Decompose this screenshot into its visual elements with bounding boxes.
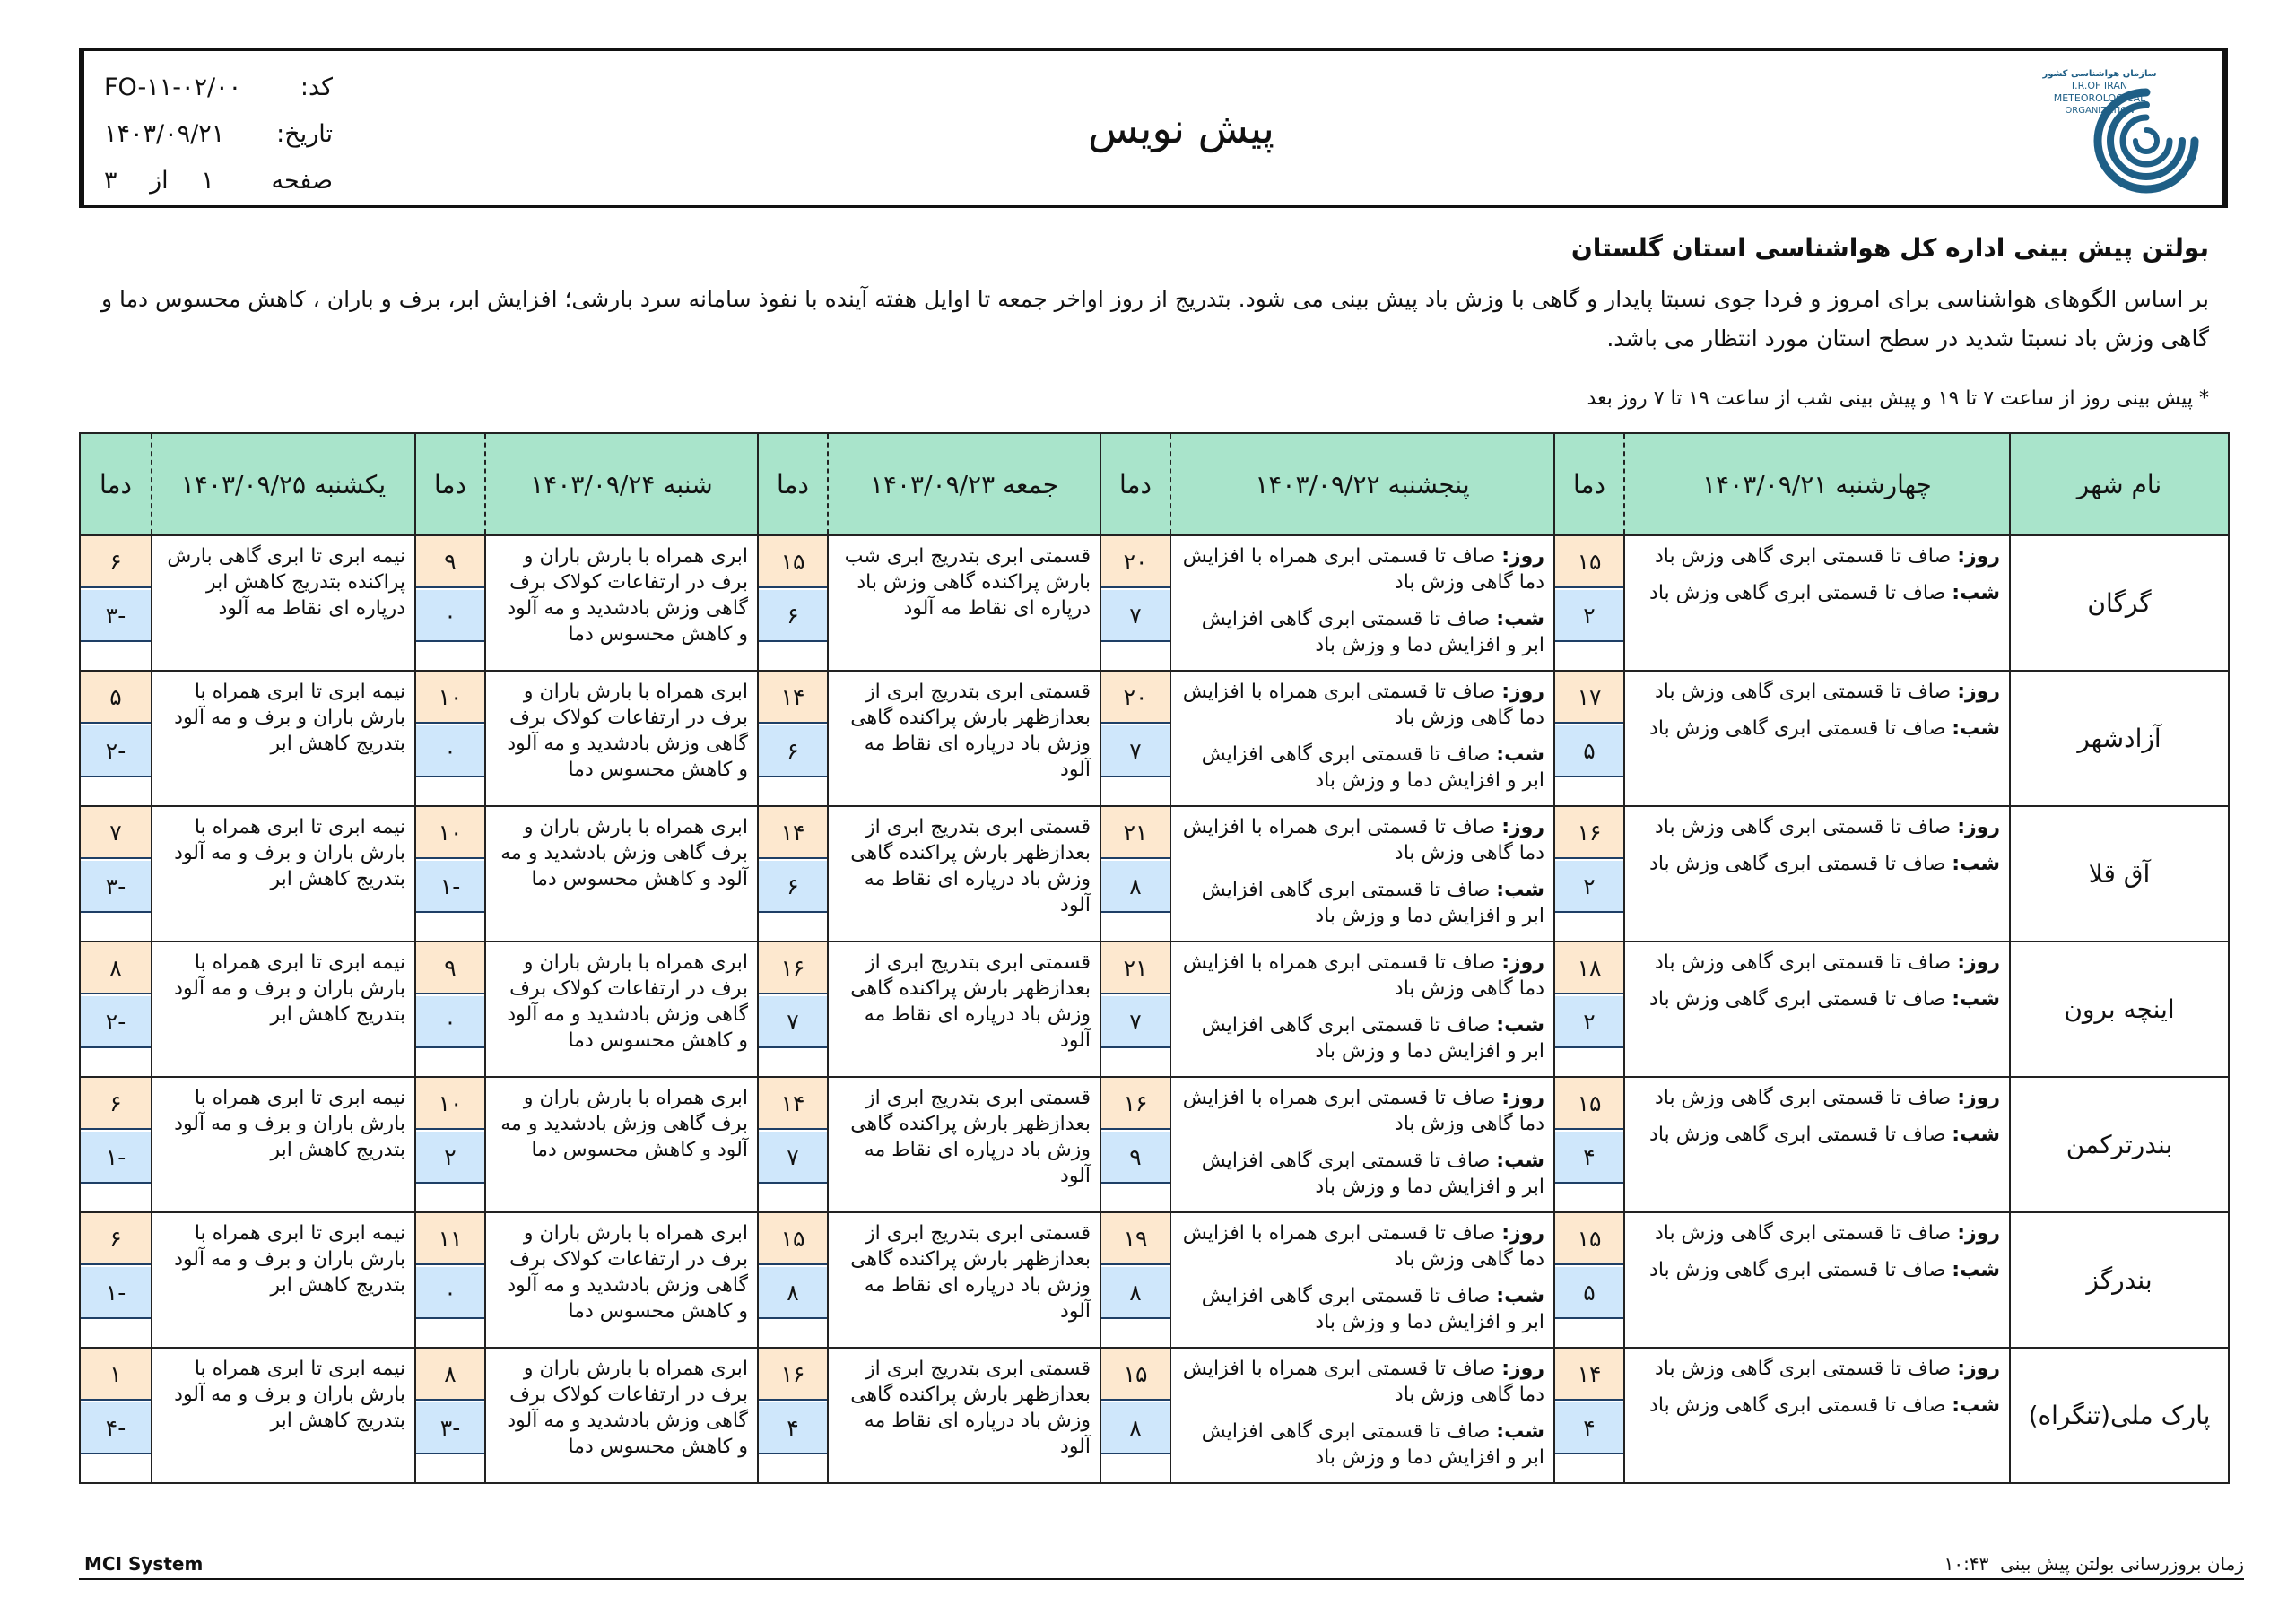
max-temp: ۱۰ [416, 672, 484, 724]
night-label: شب: [1496, 1285, 1544, 1307]
logo-emblem-icon [2010, 51, 2225, 205]
temperature-cell [415, 1348, 485, 1483]
city-name: آزادشهر [2010, 671, 2229, 806]
max-temp: ۱۰ [416, 1078, 484, 1130]
day-forecast-text: صاف تا قسمتی ابری گاهی وزش باد [1654, 1358, 1952, 1380]
night-forecast-text: صاف تا قسمتی ابری گاهی وزش باد [1649, 853, 1946, 875]
min-temp: -۳ [416, 1402, 484, 1454]
date-value: ۱۴۰۳/۰۹/۲۱ [104, 119, 225, 148]
table-row [80, 1077, 2229, 1212]
day-label: روز: [1957, 816, 2000, 838]
temperature-cell [1554, 806, 1624, 942]
forecast-table [79, 432, 2230, 1484]
night-forecast-text: صاف تا قسمتی ابری گاهی افزایش ابر و افزایش دما و وزش باد [1201, 879, 1544, 927]
city-name: اینچه برون [2010, 942, 2229, 1077]
temperature-cell [1100, 535, 1170, 671]
min-temp: ۲ [416, 1132, 484, 1184]
day-forecast-text: صاف تا قسمتی ابری گاهی وزش باد [1654, 816, 1952, 838]
max-temp: ۱۵ [759, 1213, 827, 1265]
min-temp: ۲ [1555, 861, 1623, 913]
max-temp: ۲۱ [1101, 942, 1170, 994]
max-temp: ۱۶ [759, 1349, 827, 1401]
temp-header-3: دما [758, 433, 828, 535]
night-label: شب: [1952, 1394, 2000, 1417]
day-forecast-text: صاف تا قسمتی ابری همراه با افزایش دما گاهی وزش باد [1182, 1358, 1544, 1406]
day-header-2: پنجشنبه ۱۴۰۳/۰۹/۲۲ [1170, 433, 1554, 535]
night-label: شب: [1496, 1150, 1544, 1172]
forecast-text: نیمه ابری تا ابری همراه با بارش باران و برف و مه آلود بتدریج کاهش ابر [152, 942, 415, 1077]
temperature-cell [1100, 942, 1170, 1077]
night-forecast [1180, 742, 1544, 794]
night-forecast-text: صاف تا قسمتی ابری گاهی افزایش ابر و افزایش دما و وزش باد [1201, 1014, 1544, 1063]
footer-divider [79, 1578, 2244, 1580]
forecast-text: ابری همراه با بارش باران و برف در ارتفاعات کولاک برف گاهی وزش بادشدید و مه آلود و کاهش محسوس دما [485, 535, 758, 671]
forecast-text: نیمه ابری تا ابری همراه با بارش باران و برف و مه آلود بتدریج کاهش ابر [152, 806, 415, 942]
min-temp: ۰ [416, 1267, 484, 1319]
logo-name-en-1: I.R.OF IRAN [2071, 80, 2128, 91]
code-value: FO-۱۱-۰۲/۰۰ [104, 73, 242, 101]
page-total: ۳ [104, 166, 117, 195]
temperature-cell [80, 671, 152, 806]
min-temp: -۱ [81, 1132, 151, 1184]
day-label: روز: [1957, 1222, 2000, 1245]
night-forecast [1634, 1122, 2000, 1148]
night-label: شب: [1496, 879, 1544, 901]
max-temp: ۱۴ [759, 807, 827, 859]
temperature-cell [1554, 671, 1624, 806]
forecast-text [1170, 1348, 1554, 1483]
table-row [80, 1348, 2229, 1483]
temperature-cell [415, 535, 485, 671]
forecast-text: ابری همراه با بارش باران و برف گاهی وزش بادشدید و مه آلود و کاهش محسوس دما [485, 1077, 758, 1212]
night-forecast [1180, 877, 1544, 929]
min-temp: -۴ [81, 1402, 151, 1454]
meteorological-organization-logo [2010, 51, 2225, 205]
temperature-cell [415, 1077, 485, 1212]
forecast-text [1170, 806, 1554, 942]
min-temp: ۸ [759, 1267, 827, 1319]
forecast-text [1624, 942, 2010, 1077]
day-forecast [1634, 950, 2000, 976]
night-label: شب: [1952, 1259, 2000, 1281]
forecast-text: ابری همراه با بارش باران و برف در ارتفاعات کولاک برف گاهی وزش بادشدید و مه آلود و کاهش محسوس دما [485, 942, 758, 1077]
min-temp: ۷ [759, 996, 827, 1048]
night-label: شب: [1496, 608, 1544, 630]
day-forecast-text: صاف تا قسمتی ابری گاهی وزش باد [1654, 1222, 1952, 1245]
temperature-cell [80, 806, 152, 942]
min-temp: ۴ [1555, 1402, 1623, 1454]
temperature-cell [1100, 806, 1170, 942]
day-label: روز: [1957, 951, 2000, 974]
day-forecast-text: صاف تا قسمتی ابری همراه با افزایش دما گاهی وزش باد [1182, 681, 1544, 729]
forecast-text: نیمه ابری تا ابری همراه با بارش باران و برف و مه آلود بتدریج کاهش ابر [152, 1348, 415, 1483]
min-temp: ۹ [1101, 1132, 1170, 1184]
max-temp: ۵ [81, 672, 151, 724]
max-temp: ۶ [81, 536, 151, 588]
day-forecast [1634, 1220, 2000, 1246]
temperature-cell [1554, 1212, 1624, 1348]
table-row [80, 1212, 2229, 1348]
table-row [80, 942, 2229, 1077]
forecast-text [1624, 1212, 2010, 1348]
day-label: روز: [1501, 1358, 1544, 1380]
city-name: پارک ملی(تنگراه) [2010, 1348, 2229, 1483]
day-label: روز: [1957, 1358, 2000, 1380]
night-forecast-text: صاف تا قسمتی ابری گاهی افزایش ابر و افزایش دما و وزش باد [1201, 1150, 1544, 1198]
forecast-text: ابری همراه با بارش باران و برف گاهی وزش بادشدید و مه آلود و کاهش محسوس دما [485, 806, 758, 942]
day-forecast-text: صاف تا قسمتی ابری گاهی وزش باد [1654, 545, 1952, 568]
forecast-text [1170, 535, 1554, 671]
forecast-time-note: * پیش بینی روز از ساعت ۷ تا ۱۹ و پیش بینی شب از ساعت ۱۹ تا ۷ روز بعد [1587, 387, 2209, 410]
city-header: نام شهر [2010, 433, 2229, 535]
footer-update-label: زمان بروزرسانی بولتن پیش بینی [2000, 1553, 2244, 1575]
day-forecast-text: صاف تا قسمتی ابری همراه با افزایش دما گاهی وزش باد [1182, 816, 1544, 864]
temperature-cell [80, 1077, 152, 1212]
forecast-text: ابری همراه با بارش باران و برف در ارتفاعات کولاک برف گاهی وزش بادشدید و مه آلود و کاهش محسوس دما [485, 671, 758, 806]
date-label: تاریخ: [276, 119, 333, 148]
day-forecast [1180, 1356, 1544, 1408]
night-forecast [1634, 1393, 2000, 1419]
night-forecast-text: صاف تا قسمتی ابری گاهی وزش باد [1649, 1394, 1946, 1417]
min-temp: ۲ [1555, 996, 1623, 1048]
day-label: روز: [1501, 681, 1544, 703]
night-forecast [1180, 1148, 1544, 1200]
night-forecast-text: صاف تا قسمتی ابری گاهی وزش باد [1649, 582, 1946, 604]
day-header-4: شنبه ۱۴۰۳/۰۹/۲۴ [485, 433, 758, 535]
day-forecast-text: صاف تا قسمتی ابری گاهی وزش باد [1654, 1087, 1952, 1109]
day-header-3: جمعه ۱۴۰۳/۰۹/۲۳ [828, 433, 1100, 535]
min-temp: ۶ [759, 725, 827, 777]
min-temp: ۸ [1101, 861, 1170, 913]
max-temp: ۱۵ [1101, 1349, 1170, 1401]
forecast-text: قسمتی ابری بتدریج ابری از بعدازظهر بارش پراکنده گاهی وزش باد درپاره ای نقاط مه آلود [828, 1348, 1100, 1483]
min-temp: ۷ [1101, 996, 1170, 1048]
page-number: ۱ [201, 166, 214, 195]
day-forecast [1634, 543, 2000, 569]
city-name: گرگان [2010, 535, 2229, 671]
day-label: روز: [1501, 1222, 1544, 1245]
day-forecast-text: صاف تا قسمتی ابری همراه با افزایش دما گاهی وزش باد [1182, 951, 1544, 1000]
page-title: پیش نویس [1088, 104, 1274, 152]
max-temp: ۷ [81, 807, 151, 859]
logo-name-en-2: METEOROLOGICAL [2053, 92, 2146, 104]
max-temp: ۱۴ [759, 672, 827, 724]
forecast-text: نیمه ابری تا ابری گاهی بارش پراکنده بتدریج کاهش ابر درپاره ای نقاط مه آلود [152, 535, 415, 671]
night-label: شب: [1952, 1124, 2000, 1146]
night-forecast [1180, 1419, 1544, 1471]
temperature-cell [80, 942, 152, 1077]
max-temp: ۱۵ [1555, 536, 1623, 588]
bulletin-title: بولتن پیش بینی اداره کل هواشناسی استان گلستان [1570, 233, 2209, 263]
min-temp: ۶ [759, 590, 827, 642]
day-forecast-text: صاف تا قسمتی ابری همراه با افزایش دما گاهی وزش باد [1182, 1087, 1544, 1135]
min-temp: -۳ [81, 590, 151, 642]
min-temp: -۳ [81, 861, 151, 913]
max-temp: ۹ [416, 942, 484, 994]
forecast-text: ابری همراه با بارش باران و برف در ارتفاعات کولاک برف گاهی وزش بادشدید و مه آلود و کاهش محسوس دما [485, 1212, 758, 1348]
max-temp: ۲۱ [1101, 807, 1170, 859]
temperature-cell [758, 1077, 828, 1212]
code-row [104, 64, 333, 110]
day-forecast [1180, 679, 1544, 731]
night-label: شب: [1496, 1420, 1544, 1443]
forecast-text: نیمه ابری تا ابری همراه با بارش باران و برف و مه آلود بتدریج کاهش ابر [152, 671, 415, 806]
min-temp: ۷ [1101, 590, 1170, 642]
day-header-5: یکشنبه ۱۴۰۳/۰۹/۲۵ [152, 433, 415, 535]
max-temp: ۱۶ [1555, 807, 1623, 859]
night-label: شب: [1952, 582, 2000, 604]
temperature-cell [415, 671, 485, 806]
day-forecast [1180, 1085, 1544, 1137]
max-temp: ۱۷ [1555, 672, 1623, 724]
forecast-description: بر اساس الگوهای هواشناسی برای امروز و فردا جوی نسبتا پایدار و گاهی با وزش باد پیش بینی می شود. بتدریج از روز اواخر جمعه تا اوایل هفته آینده با نفوذ سامانه سرد بارشی؛ افزایش ابر، برف و باران ، کاهش محسوس دما و گاهی وزش باد نسبتا شدید در سطح استان مورد انتظار می باشد. [100, 286, 2209, 352]
temperature-cell [80, 1212, 152, 1348]
day-forecast-text: صاف تا قسمتی ابری همراه با افزایش دما گاهی وزش باد [1182, 545, 1544, 594]
temperature-cell [758, 806, 828, 942]
temp-header-5: دما [80, 433, 152, 535]
min-temp: ۰ [416, 996, 484, 1048]
temperature-cell [1100, 1348, 1170, 1483]
page-label: صفحه [271, 166, 333, 195]
max-temp: ۹ [416, 536, 484, 588]
temp-header-2: دما [1100, 433, 1170, 535]
night-forecast-text: صاف تا قسمتی ابری گاهی افزایش ابر و افزایش دما و وزش باد [1201, 1420, 1544, 1469]
min-temp: ۵ [1555, 725, 1623, 777]
forecast-text [1624, 671, 2010, 806]
temperature-cell [758, 1212, 828, 1348]
min-temp: ۸ [1101, 1267, 1170, 1319]
day-forecast [1634, 1085, 2000, 1111]
night-forecast-text: صاف تا قسمتی ابری گاهی وزش باد [1649, 717, 1946, 740]
night-forecast [1634, 1257, 2000, 1283]
temp-header-4: دما [415, 433, 485, 535]
forecast-text: نیمه ابری تا ابری همراه با بارش باران و برف و مه آلود بتدریج کاهش ابر [152, 1077, 415, 1212]
date-row [104, 110, 333, 157]
night-forecast-text: صاف تا قسمتی ابری گاهی وزش باد [1649, 988, 1946, 1011]
temperature-cell [1100, 1212, 1170, 1348]
forecast-text [1170, 1077, 1554, 1212]
temperature-cell [758, 535, 828, 671]
day-label: روز: [1501, 1087, 1544, 1109]
max-temp: ۱۶ [1101, 1078, 1170, 1130]
temperature-cell [758, 671, 828, 806]
max-temp: ۱۸ [1555, 942, 1623, 994]
forecast-text [1624, 1077, 2010, 1212]
max-temp: ۱۱ [416, 1213, 484, 1265]
night-label: شب: [1496, 743, 1544, 766]
forecast-text: قسمتی ابری بتدریج ابری از بعدازظهر بارش پراکنده گاهی وزش باد درپاره ای نقاط مه آلود [828, 806, 1100, 942]
temperature-cell [758, 1348, 828, 1483]
max-temp: ۱۶ [759, 942, 827, 994]
night-forecast-text: صاف تا قسمتی ابری گاهی افزایش ابر و افزایش دما و وزش باد [1201, 608, 1544, 656]
max-temp: ۱۴ [1555, 1349, 1623, 1401]
min-temp: ۰ [416, 725, 484, 777]
min-temp: ۰ [416, 590, 484, 642]
night-label: شب: [1952, 717, 2000, 740]
night-forecast [1180, 1012, 1544, 1064]
night-forecast [1634, 986, 2000, 1012]
temperature-cell [80, 535, 152, 671]
table-header-row [80, 433, 2229, 535]
temperature-cell [1554, 1348, 1624, 1483]
temperature-cell [1554, 535, 1624, 671]
day-forecast-text: صاف تا قسمتی ابری گاهی وزش باد [1654, 681, 1952, 703]
day-forecast-text: صاف تا قسمتی ابری همراه با افزایش دما گاهی وزش باد [1182, 1222, 1544, 1271]
forecast-text [1170, 942, 1554, 1077]
max-temp: ۱ [81, 1349, 151, 1401]
code-label: کد: [300, 73, 333, 101]
night-forecast-text: صاف تا قسمتی ابری گاهی افزایش ابر و افزایش دما و وزش باد [1201, 1285, 1544, 1333]
max-temp: ۲۰ [1101, 672, 1170, 724]
table-row [80, 535, 2229, 671]
min-temp: ۴ [1555, 1132, 1623, 1184]
night-label: شب: [1952, 853, 2000, 875]
max-temp: ۱۵ [759, 536, 827, 588]
min-temp: -۱ [81, 1267, 151, 1319]
table-row [80, 671, 2229, 806]
day-forecast [1180, 1220, 1544, 1272]
min-temp: ۴ [759, 1402, 827, 1454]
city-name: بندرگز [2010, 1212, 2229, 1348]
day-label: روز: [1501, 951, 1544, 974]
temperature-cell [1554, 942, 1624, 1077]
night-forecast-text: صاف تا قسمتی ابری گاهی وزش باد [1649, 1259, 1946, 1281]
night-label: شب: [1496, 1014, 1544, 1037]
temperature-cell [1100, 671, 1170, 806]
day-forecast [1180, 814, 1544, 866]
city-name: بندرترکمن [2010, 1077, 2229, 1212]
forecast-text [1624, 1348, 2010, 1483]
forecast-text: قسمتی ابری بتدریج ابری از بعدازظهر بارش پراکنده گاهی وزش باد درپاره ای نقاط مه آلود [828, 942, 1100, 1077]
temp-header-1: دما [1554, 433, 1624, 535]
logo-name-en-3: ORGANIZATION [2065, 106, 2135, 116]
day-forecast [1634, 814, 2000, 840]
min-temp: ۷ [1101, 725, 1170, 777]
forecast-text [1624, 806, 2010, 942]
forecast-text: قسمتی ابری بتدریج ابری از بعدازظهر بارش پراکنده گاهی وزش باد درپاره ای نقاط مه آلود [828, 671, 1100, 806]
temperature-cell [758, 942, 828, 1077]
min-temp: ۸ [1101, 1402, 1170, 1454]
max-temp: ۶ [81, 1078, 151, 1130]
min-temp: ۲ [1555, 590, 1623, 642]
forecast-table-body [80, 535, 2229, 1483]
day-label: روز: [1957, 545, 2000, 568]
day-forecast-text: صاف تا قسمتی ابری گاهی وزش باد [1654, 951, 1952, 974]
max-temp: ۱۵ [1555, 1213, 1623, 1265]
forecast-text [1624, 535, 2010, 671]
max-temp: ۱۵ [1555, 1078, 1623, 1130]
night-forecast [1634, 851, 2000, 877]
document-header [79, 48, 2228, 208]
forecast-text: قسمتی ابری بتدریج ابری از بعدازظهر بارش پراکنده گاهی وزش باد درپاره ای نقاط مه آلود [828, 1077, 1100, 1212]
max-temp: ۸ [81, 942, 151, 994]
temperature-cell [415, 806, 485, 942]
max-temp: ۲۰ [1101, 536, 1170, 588]
temperature-cell [415, 1212, 485, 1348]
night-forecast [1634, 716, 2000, 742]
day-label: روز: [1501, 545, 1544, 568]
logo-name-fa: سازمان هواشناسی کشور [2042, 69, 2157, 79]
max-temp: ۱۴ [759, 1078, 827, 1130]
night-forecast-text: صاف تا قسمتی ابری گاهی افزایش ابر و افزایش دما و وزش باد [1201, 743, 1544, 792]
temperature-cell [1100, 1077, 1170, 1212]
day-label: روز: [1501, 816, 1544, 838]
min-temp: ۶ [759, 861, 827, 913]
min-temp: -۱ [416, 861, 484, 913]
day-header-1: چهارشنبه ۱۴۰۳/۰۹/۲۱ [1624, 433, 2010, 535]
max-temp: ۱۹ [1101, 1213, 1170, 1265]
footer-update-value: ۱۰:۴۳ [1944, 1553, 1989, 1575]
night-forecast [1180, 1283, 1544, 1335]
day-forecast [1634, 1356, 2000, 1382]
night-forecast [1634, 580, 2000, 606]
forecast-text: قسمتی ابری بتدریج ابری از بعدازظهر بارش پراکنده گاهی وزش باد درپاره ای نقاط مه آلود [828, 1212, 1100, 1348]
night-label: شب: [1952, 988, 2000, 1011]
page-of: از [150, 166, 169, 195]
day-label: روز: [1957, 681, 2000, 703]
temperature-cell [80, 1348, 152, 1483]
footer-system-name: MCI System [84, 1553, 204, 1575]
day-forecast [1634, 679, 2000, 705]
table-row [80, 806, 2229, 942]
day-forecast [1180, 950, 1544, 1002]
forecast-text [1170, 1212, 1554, 1348]
min-temp: ۷ [759, 1132, 827, 1184]
city-name: آق قلا [2010, 806, 2229, 942]
max-temp: ۶ [81, 1213, 151, 1265]
night-forecast [1180, 606, 1544, 658]
min-temp: -۲ [81, 725, 151, 777]
forecast-text [1170, 671, 1554, 806]
forecast-text: ابری همراه با بارش باران و برف در ارتفاعات کولاک برف گاهی وزش بادشدید و مه آلود و کاهش محسوس دما [485, 1348, 758, 1483]
document-meta [82, 51, 352, 205]
day-forecast [1180, 543, 1544, 595]
min-temp: ۵ [1555, 1267, 1623, 1319]
night-forecast-text: صاف تا قسمتی ابری گاهی وزش باد [1649, 1124, 1946, 1146]
max-temp: ۸ [416, 1349, 484, 1401]
forecast-text: نیمه ابری تا ابری همراه با بارش باران و برف و مه آلود بتدریج کاهش ابر [152, 1212, 415, 1348]
page-row [104, 157, 333, 204]
max-temp: ۱۰ [416, 807, 484, 859]
min-temp: -۲ [81, 996, 151, 1048]
day-label: روز: [1957, 1087, 2000, 1109]
temperature-cell [415, 942, 485, 1077]
forecast-text: قسمتی ابری بتدریج ابری شب بارش پراکنده گاهی وزش باد درپاره ای نقاط مه آلود [828, 535, 1100, 671]
footer-update-time [1944, 1553, 2244, 1575]
temperature-cell [1554, 1077, 1624, 1212]
